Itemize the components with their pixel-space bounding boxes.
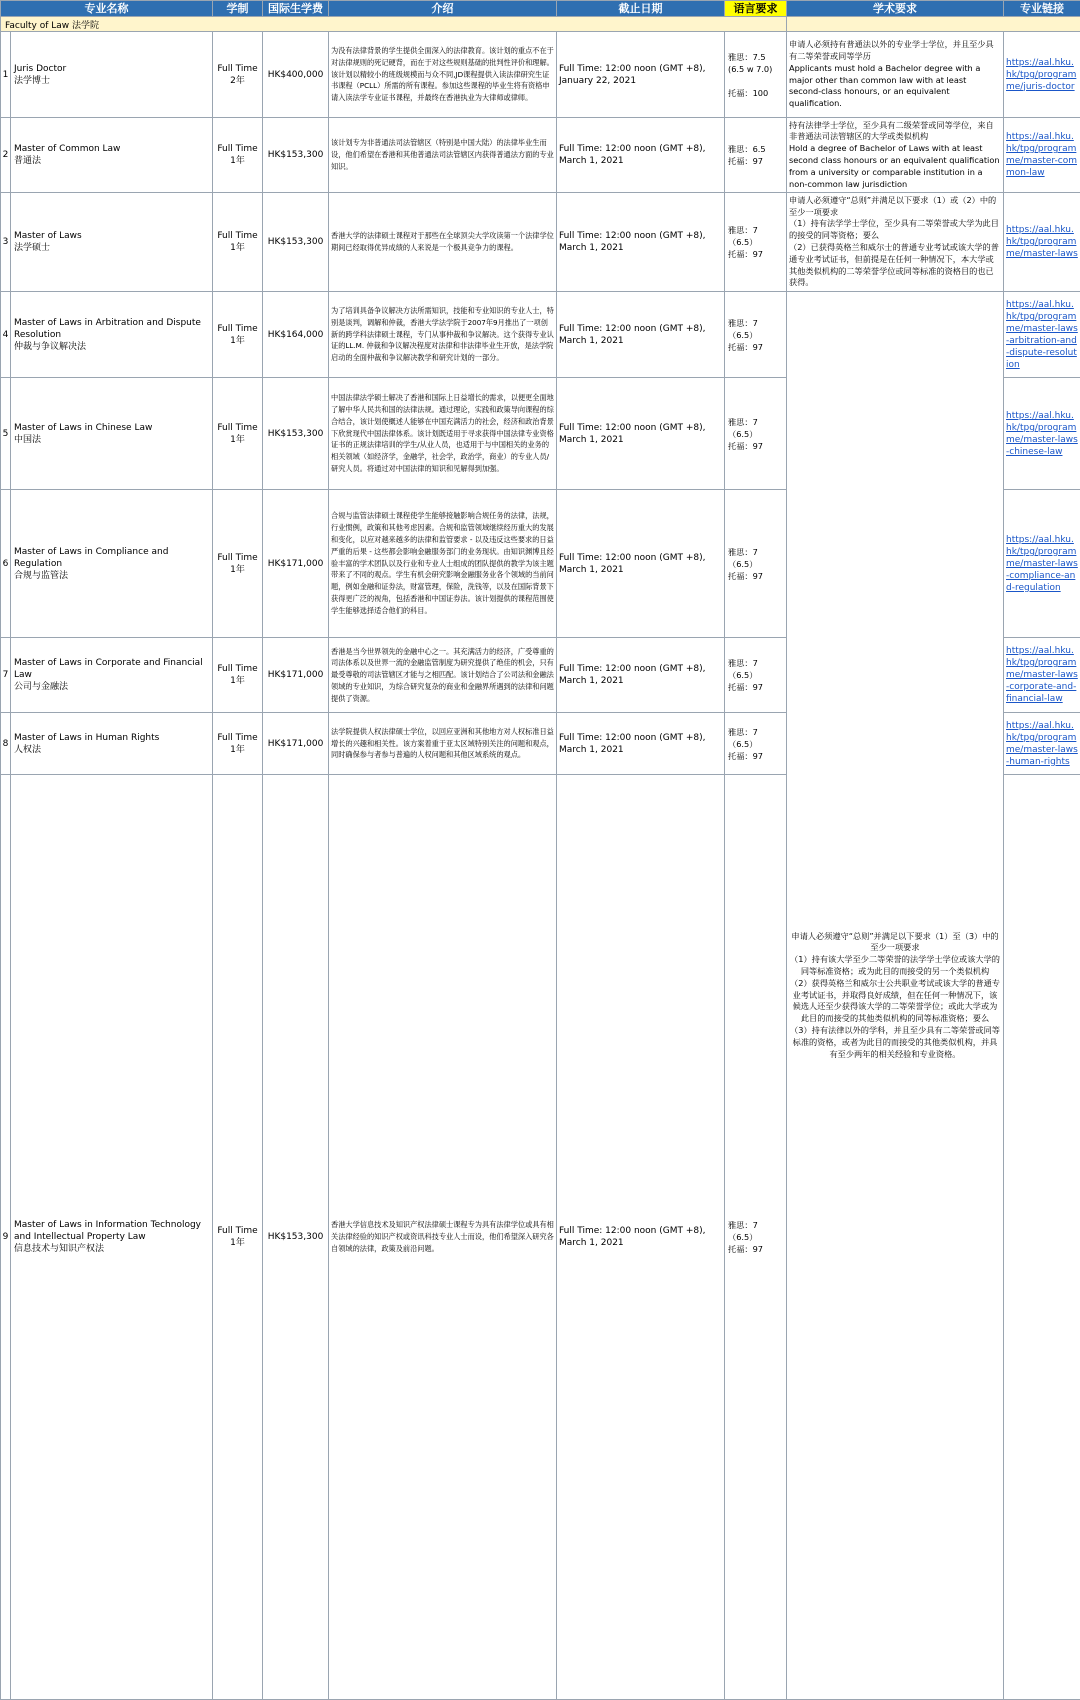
program-name-en: Master of Common Law bbox=[14, 143, 209, 155]
ielts: 雅思：7（6.5） bbox=[728, 657, 783, 681]
program-link[interactable] bbox=[1004, 193, 1080, 292]
faculty-label: Faculty of Law 法学院 bbox=[1, 17, 787, 32]
study-mode-years: 1年 bbox=[213, 744, 262, 756]
study-mode-years: 1年 bbox=[213, 564, 262, 576]
study-mode-type: Full Time bbox=[213, 143, 262, 155]
study-mode bbox=[213, 775, 263, 1700]
study-mode bbox=[213, 378, 263, 490]
study-mode-years: 1年 bbox=[213, 1237, 262, 1249]
header-fee: 国际生学费 bbox=[263, 1, 329, 17]
language-requirement bbox=[725, 118, 787, 193]
program-name-en: Master of Laws in Chinese Law bbox=[14, 422, 209, 434]
study-mode-years: 1年 bbox=[213, 335, 262, 347]
language-requirement bbox=[725, 378, 787, 490]
study-mode-type: Full Time bbox=[213, 422, 262, 434]
ielts: 雅思：7.5 bbox=[728, 51, 783, 63]
program-link-text[interactable]: https://aal.hku.hk/tpg/programme/master-laws-arbitration-and-dispute-resolution bbox=[1006, 300, 1078, 370]
program-link-text[interactable]: https://aal.hku.hk/tpg/programme/master-common-law bbox=[1006, 132, 1077, 178]
program-link[interactable] bbox=[1004, 713, 1080, 775]
program-link[interactable] bbox=[1004, 378, 1080, 490]
study-mode-years: 1年 bbox=[213, 675, 262, 687]
program-link[interactable] bbox=[1004, 292, 1080, 378]
tuition-fee: HK$153,300 bbox=[263, 378, 329, 490]
ielts-sub: (6.5 w 7.0) bbox=[728, 63, 783, 75]
header-language: 语言要求 bbox=[725, 1, 787, 17]
program-name-en: Master of Laws in Arbitration and Dispute Resolution bbox=[14, 317, 209, 341]
program-intro: 香港是当今世界领先的金融中心之一。其充满活力的经济，广受尊重的司法体系以及世界一流的金融监管制度为研究提供了绝佳的机会，只有最受尊敬的司法管辖区才能与之相匹配。该计划结合了公司法和金融法领域的专业知识，为综合研究复杂的商业和金融界所遇到的法律和问题提供了资源。 bbox=[329, 638, 557, 713]
toefl: 托福：97 bbox=[728, 1243, 783, 1255]
row-index: 3 bbox=[1, 193, 11, 292]
program-name-zh: 信息技术与知识产权法 bbox=[14, 1243, 209, 1255]
language-requirement bbox=[725, 638, 787, 713]
program-name-en: Master of Laws in Human Rights bbox=[14, 732, 209, 744]
row-index: 9 bbox=[1, 775, 11, 1700]
row-index: 1 bbox=[1, 32, 11, 118]
academic-blank bbox=[1004, 775, 1080, 1700]
study-mode bbox=[213, 193, 263, 292]
program-intro: 该计划专为非普通法司法管辖区（特别是中国大陆）的法律毕业生而设，他们希望在香港和其他普通法司法管辖区内获得普通法方面的专业知识。 bbox=[329, 118, 557, 193]
program-intro: 合规与监管法律硕士课程使学生能够接触影响合规任务的法律，法规，行业惯例，政策和其他考虑因素。合规和监管领域继续经历重大的发展和变化，以应对越来越多的法律和监管要求 - 以及违反这些要求的日益严重的后果 - 这些都会影响金融服务部门的业务现状。由知识渊博且经验丰富的学术团队以及行业和专业人士组成的团队提供的教学为该主题带来了不同的观点。学生有机会研究影响金融服务业各个领域的当前问题，例如金融和证券法，财富管理，保险，洗钱等，以及在国际背景下获得更广泛的视角，包括香港和中国证券法。该计划提供的课程范围使学生能够选择适合他们的科目。 bbox=[329, 490, 557, 638]
ielts: 雅思：7（6.5） bbox=[728, 317, 783, 341]
program-link-text[interactable]: https://aal.hku.hk/tpg/programme/master-laws bbox=[1006, 225, 1078, 259]
program-intro: 中国法律法学硕士解决了香港和国际上日益增长的需求，以便更全面地了解中华人民共和国的法律法规。通过理论，实践和政策导向课程的综合结合，该计划使概述人能够在中国充满活力的社会，经济和政治背景下欣赏现代中国法律体系。该计划既适用于寻求获得中国法律专业资格证书的正规法律培训的学生/从业人员，也适用于与中国相关的业务的相关领域（如经济学，金融学，社会学，政治学，商业）的专业人员/研究人员。将通过对中国法律的知识和见解得到加强。 bbox=[329, 378, 557, 490]
language-requirement bbox=[725, 292, 787, 378]
deadline: Full Time: 12:00 noon (GMT +8), March 1, 2021 bbox=[557, 713, 725, 775]
tuition-fee: HK$153,300 bbox=[263, 775, 329, 1700]
academic-item-2: （2）获得英格兰和威尔士公共职业考试或该大学的普通专业考试证书，并取得良好成绩，但在任何一种情况下，该候选人还至少获得该大学的二等荣誉学位；或此大学或为此目的而接受的其他类似机构的同等标准资格；要么 bbox=[789, 978, 1001, 1025]
deadline: Full Time: 12:00 noon (GMT +8), March 1, 2021 bbox=[557, 193, 725, 292]
ielts: 雅思：6.5 bbox=[728, 143, 783, 155]
tuition-fee: HK$400,000 bbox=[263, 32, 329, 118]
table-row bbox=[1, 193, 1080, 292]
table-row bbox=[1, 32, 1080, 118]
study-mode bbox=[213, 713, 263, 775]
row-index: 8 bbox=[1, 713, 11, 775]
row-index: 7 bbox=[1, 638, 11, 713]
study-mode-years: 1年 bbox=[213, 434, 262, 446]
study-mode-years: 1年 bbox=[213, 155, 262, 167]
ielts: 雅思：7（6.5） bbox=[728, 224, 783, 248]
program-name bbox=[11, 292, 213, 378]
program-link[interactable] bbox=[1004, 32, 1080, 118]
program-name bbox=[11, 193, 213, 292]
language-requirement bbox=[725, 193, 787, 292]
tuition-fee: HK$153,300 bbox=[263, 118, 329, 193]
academic-requirement bbox=[787, 118, 1004, 193]
study-mode-type: Full Time bbox=[213, 552, 262, 564]
program-link-text[interactable]: https://aal.hku.hk/tpg/programme/master-laws-human-rights bbox=[1006, 721, 1078, 767]
study-mode bbox=[213, 118, 263, 193]
program-link-text[interactable]: https://aal.hku.hk/tpg/programme/master-laws-chinese-law bbox=[1006, 411, 1078, 457]
program-name-zh: 法学硕士 bbox=[14, 242, 209, 254]
program-link-text[interactable]: https://aal.hku.hk/tpg/programme/master-laws-corporate-and-financial-law bbox=[1006, 646, 1078, 704]
program-intro: 香港大学的法律硕士课程对于那些在全球顶尖大学攻读第一个法律学位期间已经取得优异成绩的人来说是一个极具竞争力的课程。 bbox=[329, 193, 557, 292]
program-name-zh: 法学博士 bbox=[14, 75, 209, 87]
study-mode-type: Full Time bbox=[213, 663, 262, 675]
academic-requirement bbox=[787, 32, 1004, 118]
academic-item-1: （1）持有该大学至少二等荣誉的法学学士学位或该大学的同等标准资格；或为此目的而接受的另一个类似机构 bbox=[789, 954, 1001, 978]
study-mode-type: Full Time bbox=[213, 1225, 262, 1237]
program-name-zh: 合规与监管法 bbox=[14, 570, 209, 582]
language-requirement bbox=[725, 490, 787, 638]
study-mode-type: Full Time bbox=[213, 323, 262, 335]
deadline: Full Time: 12:00 noon (GMT +8), March 1, 2021 bbox=[557, 378, 725, 490]
program-name bbox=[11, 118, 213, 193]
row-index: 2 bbox=[1, 118, 11, 193]
program-name bbox=[11, 490, 213, 638]
study-mode-years: 2年 bbox=[213, 75, 262, 87]
study-mode-years: 1年 bbox=[213, 242, 262, 254]
program-intro: 为没有法律背景的学生提供全面深入的法律教育。该计划的重点不在于对法律规则的死记硬背，而在于对这些规则基础的批判性评价和理解。该计划以精较小的班级规模而与众不同,JD课程提供入读法律研究生证书课程（PCLL）所需的所有课程。参加这些课程的毕业生将有资格申请入读法学专业证书课程，并最终在香港执业为大律师或律师。 bbox=[329, 32, 557, 118]
program-link[interactable] bbox=[1004, 118, 1080, 193]
language-requirement bbox=[725, 775, 787, 1700]
table-row bbox=[1, 292, 1080, 378]
language-requirement bbox=[725, 713, 787, 775]
program-name-zh: 公司与金融法 bbox=[14, 681, 209, 693]
ielts: 雅思：7（6.5） bbox=[728, 416, 783, 440]
header-academic: 学术要求 bbox=[787, 1, 1004, 17]
deadline: Full Time: 12:00 noon (GMT +8), March 1, 2021 bbox=[557, 292, 725, 378]
row-index: 6 bbox=[1, 490, 11, 638]
program-name-en: Juris Doctor bbox=[14, 63, 209, 75]
program-link-text[interactable]: https://aal.hku.hk/tpg/programme/master-laws-compliance-and-regulation bbox=[1006, 535, 1078, 593]
tuition-fee: HK$171,000 bbox=[263, 638, 329, 713]
ielts: 雅思：7（6.5） bbox=[728, 546, 783, 570]
header-duration: 学制 bbox=[213, 1, 263, 17]
program-name-en: Master of Laws in Information Technology and Intellectual Property Law bbox=[14, 1219, 209, 1243]
program-name-zh: 中国法 bbox=[14, 434, 209, 446]
study-mode bbox=[213, 292, 263, 378]
academic-item-3: （3）持有法律以外的学科，并且至少具有二等荣誉或同等标准的资格，或者为此目的而接受的其他类似机构，并具有至少两年的相关经验和专业资格。 bbox=[789, 1025, 1001, 1060]
study-mode bbox=[213, 32, 263, 118]
toefl: 托福：97 bbox=[728, 681, 783, 693]
deadline: Full Time: 12:00 noon (GMT +8), March 1, 2021 bbox=[557, 490, 725, 638]
row-index: 4 bbox=[1, 292, 11, 378]
header-name: 专业名称 bbox=[1, 1, 213, 17]
table-row bbox=[1, 118, 1080, 193]
header-deadline: 截止日期 bbox=[557, 1, 725, 17]
study-mode-type: Full Time bbox=[213, 732, 262, 744]
deadline: Full Time: 12:00 noon (GMT +8), March 1, 2021 bbox=[557, 638, 725, 713]
toefl: 托福：97 bbox=[728, 155, 783, 167]
deadline: Full Time: 12:00 noon (GMT +8), March 1, 2021 bbox=[557, 118, 725, 193]
deadline: Full Time: 12:00 noon (GMT +8), March 1, 2021 bbox=[557, 775, 725, 1700]
program-name bbox=[11, 378, 213, 490]
tuition-fee: HK$171,000 bbox=[263, 713, 329, 775]
academic-requirement-shared bbox=[787, 292, 1004, 1700]
academic-item-1: （1）持有法学学士学位，至少具有二等荣誉或大学为此目的接受的同等资格；要么 bbox=[789, 218, 1001, 242]
program-name-en: Master of Laws in Compliance and Regulation bbox=[14, 546, 209, 570]
program-name bbox=[11, 638, 213, 713]
tuition-fee: HK$164,000 bbox=[263, 292, 329, 378]
row-index: 5 bbox=[1, 378, 11, 490]
program-intro: 法学院提供人权法律硕士学位，以回应亚洲和其他地方对人权标准日益增长的兴趣和相关性。该方案着重于亚太区域特别关注的问题和观点，同时确保参与者参与普遍的人权问题和其他区域系统的观点。 bbox=[329, 713, 557, 775]
academic-en: Hold a degree of Bachelor of Laws with at least second class honours or an equivalent qualification from a university or comparable institution in a non-common law jurisdiction bbox=[789, 143, 1001, 190]
program-name bbox=[11, 32, 213, 118]
academic-en: Applicants must hold a Bachelor degree with a major other than common law with at least second-class honours, or an equivalent qualification. bbox=[789, 63, 1001, 110]
deadline: Full Time: 12:00 noon (GMT +8), January 22, 2021 bbox=[557, 32, 725, 118]
header-intro: 介绍 bbox=[329, 1, 557, 17]
toefl: 托福：100 bbox=[728, 87, 783, 99]
header-link: 专业链接 bbox=[1004, 1, 1080, 17]
study-mode-type: Full Time bbox=[213, 230, 262, 242]
study-mode bbox=[213, 638, 263, 713]
program-name-en: Master of Laws in Corporate and Financial Law bbox=[14, 657, 209, 681]
program-intro: 为了培训具备争议解决方法所需知识，技能和专业知识的专业人士，特别是谈判，调解和仲裁，香港大学法学院于2007年9月推出了一项创新的跨学科法律硕士课程，专门从事仲裁和争议解决。这个获得专业认证的LL.M. 仲裁和争议解决程度对法律和非法律毕业生开放，是法学院启动的全面仲裁和争议解决教学和研究计划的一部分。 bbox=[329, 292, 557, 378]
tuition-fee: HK$153,300 bbox=[263, 193, 329, 292]
academic-intro: 申请人必须遵守“总则”并满足以下要求（1）至（3）中的至少一项要求 bbox=[789, 931, 1001, 955]
academic-item-2: （2）已获得英格兰和威尔士的普通专业考试或该大学的普通专业考试证书，但前提是在任何一种情况下，本大学或其他类似机构的二等荣誉学位或同等标准的资格目的也已获得。 bbox=[789, 242, 1001, 289]
program-name-en: Master of Laws bbox=[14, 230, 209, 242]
program-name-zh: 普通法 bbox=[14, 155, 209, 167]
faculty-row bbox=[1, 17, 1080, 32]
academic-requirement bbox=[787, 193, 1004, 292]
program-link-text[interactable]: https://aal.hku.hk/tpg/programme/juris-doctor bbox=[1006, 58, 1076, 92]
toefl: 托福：97 bbox=[728, 570, 783, 582]
faculty-blank bbox=[787, 17, 1080, 32]
academic-zh: 申请人必须持有普通法以外的专业学士学位，并且至少具有二等荣誉或同等学历 bbox=[789, 39, 1001, 63]
program-link[interactable] bbox=[1004, 638, 1080, 713]
program-intro: 香港大学信息技术及知识产权法律硕士课程专为具有法律学位或具有相关法律经验的知识产权或资讯科技专业人士而设，他们希望深入研究各自领域的法律，政策及前沿问题。 bbox=[329, 775, 557, 1700]
academic-zh: 持有法律学士学位，至少具有二级荣誉或同等学位，来自非普通法司法管辖区的大学或类似机构 bbox=[789, 120, 1001, 144]
language-requirement bbox=[725, 32, 787, 118]
toefl: 托福：97 bbox=[728, 440, 783, 452]
toefl: 托福：97 bbox=[728, 750, 783, 762]
tuition-fee: HK$171,000 bbox=[263, 490, 329, 638]
program-name bbox=[11, 775, 213, 1700]
ielts: 雅思：7（6.5） bbox=[728, 726, 783, 750]
ielts: 雅思：7（6.5） bbox=[728, 1219, 783, 1243]
toefl: 托福：97 bbox=[728, 341, 783, 353]
academic-intro: 申请人必须遵守“总则”并满足以下要求（1）或（2）中的至少一项要求 bbox=[789, 195, 1001, 219]
program-name bbox=[11, 713, 213, 775]
program-link[interactable] bbox=[1004, 490, 1080, 638]
toefl: 托福：97 bbox=[728, 248, 783, 260]
header-row bbox=[1, 1, 1080, 17]
study-mode-type: Full Time bbox=[213, 63, 262, 75]
program-name-zh: 仲裁与争议解决法 bbox=[14, 341, 209, 353]
program-name-zh: 人权法 bbox=[14, 744, 209, 756]
study-mode bbox=[213, 490, 263, 638]
